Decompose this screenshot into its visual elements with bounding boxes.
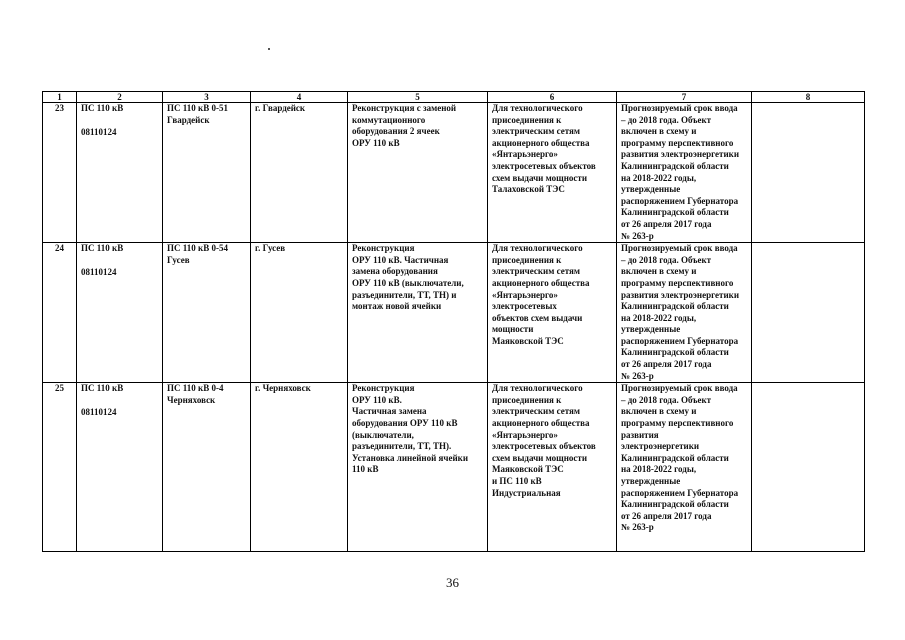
city-name: г. Черняховск bbox=[251, 383, 348, 552]
table-row bbox=[43, 103, 865, 243]
col-header-5: 5 bbox=[348, 92, 488, 103]
row-number: 24 bbox=[43, 243, 77, 383]
object-name: ПС 110 кВ 0-51 Гвардейск bbox=[163, 103, 251, 243]
col-header-7: 7 bbox=[617, 92, 752, 103]
purpose-description: Для технологического присоединения к электрическим сетям акционерного общества «Янтарьэнерго» электросетевых объектов схем выдачи мощности Талаховской ТЭС bbox=[488, 103, 617, 243]
col-header-2: 2 bbox=[77, 92, 163, 103]
col-header-8: 8 bbox=[752, 92, 865, 103]
note-description: Прогнозируемый срок ввода – до 2018 года. Объект включен в схему и программу перспективного развития электроэнергетики Калининградской области на 2018-2022 годы, утвержденные распоряжением Губернатора Калининградской области от 26 апреля 2017 года № 263-р bbox=[617, 383, 752, 552]
substation-code: 08110124 bbox=[81, 126, 117, 137]
city-name: г. Гвардейск bbox=[251, 103, 348, 243]
substation-name: ПС 110 кВ bbox=[81, 383, 124, 394]
substation-name: ПС 110 кВ bbox=[81, 103, 124, 113]
header-row bbox=[43, 92, 865, 103]
note-description: Прогнозируемый срок ввода – до 2018 года. Объект включен в схему и программу перспективного развития электроэнергетики Калининградской области на 2018-2022 годы, утвержденные распоряжением Губернатора Калининградской области от 26 апреля 2017 года № 263-р bbox=[617, 243, 752, 383]
investment-program-table bbox=[42, 91, 865, 552]
page-number: 36 bbox=[446, 575, 459, 590]
col-header-3: 3 bbox=[163, 92, 251, 103]
row-number: 23 bbox=[43, 103, 77, 243]
extra-cell bbox=[752, 103, 865, 243]
substation-name: ПС 110 кВ bbox=[81, 243, 124, 254]
work-description: Реконструкция ОРУ 110 кВ. Частичная замена оборудования ОРУ 110 кВ (выключатели, разъединители, ТТ, ТН). Установка линейной ячейки 110 кВ bbox=[348, 383, 488, 552]
extra-cell bbox=[752, 243, 865, 383]
purpose-description: Для технологического присоединения к электрическим сетям акционерного общества «Янтарьэнерго» электросетевых объектов схем выдачи мощности Маяковской ТЭС и ПС 110 кВ Индустриальная bbox=[488, 383, 617, 552]
substation-cell bbox=[77, 243, 163, 383]
table-row bbox=[43, 243, 865, 383]
note-description: Прогнозируемый срок ввода – до 2018 года. Объект включен в схему и программу перспективного развития электроэнергетики Калининградской области на 2018-2022 годы, утвержденные распоряжением Губернатора Калининградской области от 26 апреля 2017 года № 263-р bbox=[617, 103, 752, 243]
substation-cell bbox=[77, 383, 163, 552]
purpose-description: Для технологического присоединения к электрическим сетям акционерного общества «Янтарьэнерго» электросетевых объектов схем выдачи мощности Маяковской ТЭС bbox=[488, 243, 617, 383]
object-name: ПС 110 кВ 0-4 Черняховск bbox=[163, 383, 251, 552]
substation-code: 08110124 bbox=[81, 266, 117, 277]
table-row bbox=[43, 383, 865, 552]
city-name: г. Гусев bbox=[251, 243, 348, 383]
substation-code: 08110124 bbox=[81, 406, 117, 417]
row-number: 25 bbox=[43, 383, 77, 552]
col-header-4: 4 bbox=[251, 92, 348, 103]
extra-cell bbox=[752, 383, 865, 552]
work-description: Реконструкция с заменой коммутационного оборудования 2 ячеек ОРУ 110 кВ bbox=[348, 103, 488, 243]
col-header-1: 1 bbox=[43, 92, 77, 103]
object-name: ПС 110 кВ 0-54 Гусев bbox=[163, 243, 251, 383]
work-description: Реконструкция ОРУ 110 кВ. Частичная замена оборудования ОРУ 110 кВ (выключатели, разъединители, ТТ, ТН) и монтаж новой ячейки bbox=[348, 243, 488, 383]
scan-speck bbox=[268, 48, 270, 50]
substation-cell bbox=[77, 103, 163, 243]
col-header-6: 6 bbox=[488, 92, 617, 103]
